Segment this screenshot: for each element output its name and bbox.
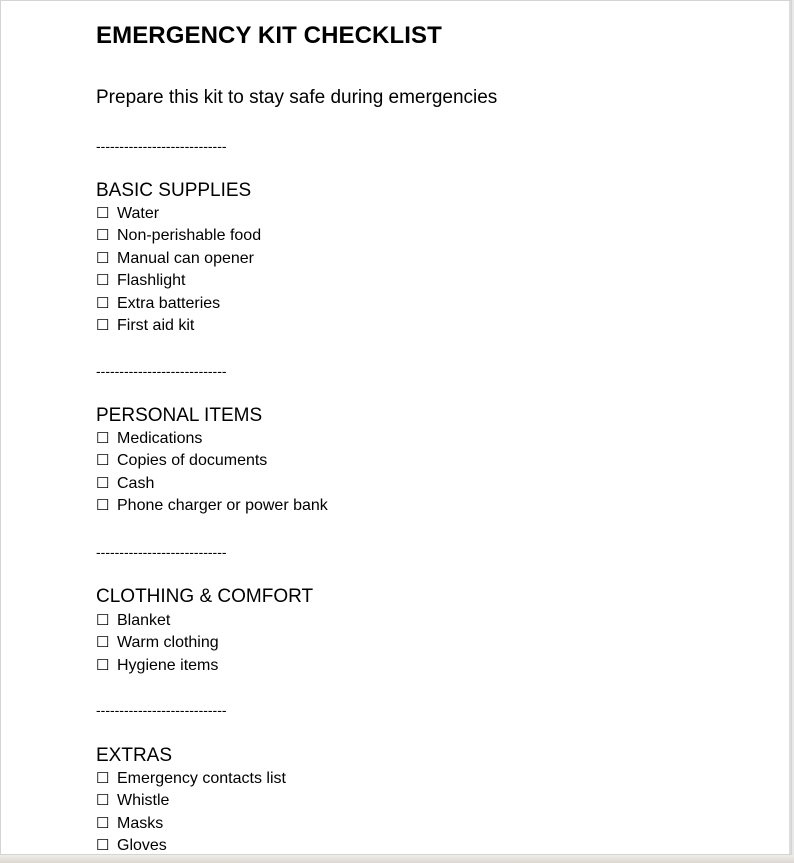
checklist-item xyxy=(96,203,261,225)
checkbox-icon[interactable]: ☐ xyxy=(96,430,110,447)
checklist-item-label: Whistle xyxy=(117,792,170,810)
checklist-item xyxy=(96,790,286,812)
checklist-item-label: Warm clothing xyxy=(117,634,219,652)
checkbox-icon[interactable]: ☐ xyxy=(96,770,110,787)
checklist-item-label: Manual can opener xyxy=(117,249,254,267)
page-title: EMERGENCY KIT CHECKLIST xyxy=(96,22,442,49)
section-divider: ---------------------------- xyxy=(96,702,227,718)
checklist-item-label: Hygiene items xyxy=(117,656,219,674)
checklist-item xyxy=(96,473,328,495)
checkbox-icon[interactable]: ☐ xyxy=(96,249,110,267)
checklist-item xyxy=(96,428,328,450)
checklist-item xyxy=(96,813,286,835)
checkbox-icon[interactable]: ☐ xyxy=(96,792,110,810)
checkbox-icon[interactable]: ☐ xyxy=(96,474,110,492)
checklist-basic-supplies xyxy=(96,203,261,337)
checklist-item xyxy=(96,835,286,855)
checklist-item xyxy=(96,270,261,292)
section-divider: ---------------------------- xyxy=(96,138,227,154)
checklist-item-label: Gloves xyxy=(117,837,167,855)
section-title-personal-items: PERSONAL ITEMS xyxy=(96,405,263,426)
checkbox-icon[interactable]: ☐ xyxy=(96,316,110,334)
section-divider: ---------------------------- xyxy=(96,544,227,560)
checkbox-icon[interactable]: ☐ xyxy=(96,497,110,515)
section-divider: ---------------------------- xyxy=(96,363,227,379)
checklist-item-label: First aid kit xyxy=(117,316,195,334)
checkbox-icon[interactable]: ☐ xyxy=(96,227,110,245)
checklist-item-label: Masks xyxy=(117,814,164,832)
checkbox-icon[interactable]: ☐ xyxy=(96,272,110,290)
checkbox-icon[interactable]: ☐ xyxy=(96,205,110,222)
checkbox-icon[interactable]: ☐ xyxy=(96,656,110,674)
page-subtitle: Prepare this kit to stay safe during emergencies xyxy=(96,87,498,108)
section-title-basic-supplies: BASIC SUPPLIES xyxy=(96,180,252,201)
checklist-item xyxy=(96,315,261,337)
checklist-item-label: Cash xyxy=(117,474,155,492)
checklist-item-label: Blanket xyxy=(117,612,171,629)
checklist-item xyxy=(96,655,219,677)
checkbox-icon[interactable]: ☐ xyxy=(96,612,110,629)
checklist-item xyxy=(96,768,286,790)
checklist-item-label: Medications xyxy=(117,430,203,447)
checklist-item xyxy=(96,225,261,247)
section-title-extras: EXTRAS xyxy=(96,745,173,766)
checklist-item-label: Non-perishable food xyxy=(117,227,262,245)
checkbox-icon[interactable]: ☐ xyxy=(96,837,110,855)
checklist-item xyxy=(96,293,261,315)
checkbox-icon[interactable]: ☐ xyxy=(96,634,110,652)
checklist-item-label: Emergency contacts list xyxy=(117,770,286,787)
checklist-personal-items xyxy=(96,428,328,518)
checkbox-icon[interactable]: ☐ xyxy=(96,452,110,470)
checklist-extras xyxy=(96,768,286,855)
checklist-item xyxy=(96,450,328,472)
page-right-edge xyxy=(789,1,791,855)
checklist-item xyxy=(96,632,219,654)
checklist-item xyxy=(96,248,261,270)
checklist-item xyxy=(96,610,219,632)
checklist-item-label: Copies of documents xyxy=(117,452,268,470)
checklist-item-label: Phone charger or power bank xyxy=(117,497,328,515)
checklist-item-label: Extra batteries xyxy=(117,294,221,312)
checklist-item-label: Water xyxy=(117,205,160,222)
checkbox-icon[interactable]: ☐ xyxy=(96,294,110,312)
checklist-item xyxy=(96,495,328,517)
checklist-clothing-comfort xyxy=(96,610,219,677)
section-title-clothing-comfort: CLOTHING & COMFORT xyxy=(96,586,314,607)
bottom-taskbar-strip xyxy=(0,855,794,863)
checklist-item-label: Flashlight xyxy=(117,272,186,290)
checkbox-icon[interactable]: ☐ xyxy=(96,814,110,832)
